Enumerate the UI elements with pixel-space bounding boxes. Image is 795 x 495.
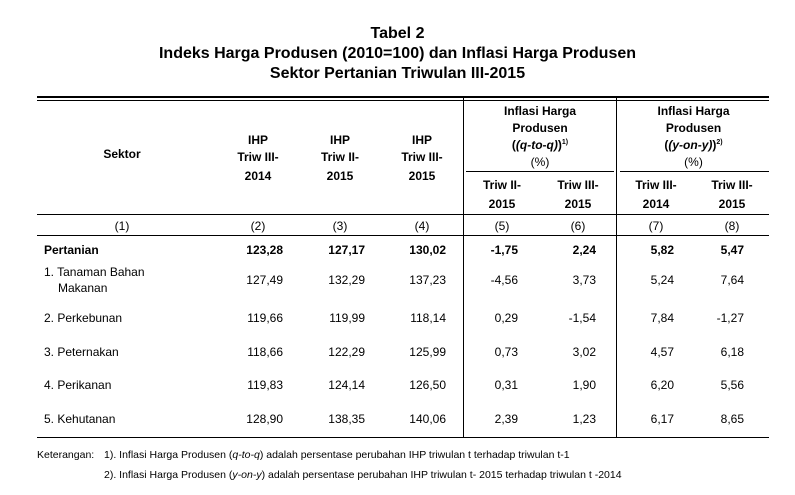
header-line: 2015 — [718, 197, 746, 211]
header-sektor: Sektor — [103, 147, 141, 161]
value-ihp-triw3-2015: 126,50 — [409, 378, 446, 392]
row-label: 1. Tanaman Bahan — [44, 265, 145, 279]
value-ihp-triw3-2014: 119,66 — [247, 311, 283, 325]
value-qtoq-triw2-2015: 2,39 — [494, 412, 518, 426]
qtoq-footnote-ref: 1) — [561, 139, 569, 146]
value-ihp-triw3-2015: 137,23 — [409, 273, 446, 287]
row-label: 5. Kehutanan — [44, 412, 116, 426]
header-line: Triw III- — [557, 178, 599, 192]
value-yony-triw3-2015: 5,47 — [720, 243, 744, 257]
yony-underline — [620, 171, 769, 172]
footnote-1-code: q-to-q — [232, 449, 260, 461]
value-qtoq-triw3-2015: 3,02 — [572, 345, 596, 359]
col-num: (5) — [494, 219, 510, 233]
value-ihp-triw3-2014: 128,90 — [246, 412, 283, 426]
value-ihp-triw2-2015: 119,99 — [329, 311, 365, 325]
footnote-2-code: y-on-y — [232, 469, 262, 481]
footnote-2-suffix: ) adalah persentase perubahan IHP triwulan t- 2015 terhadap triwulan t -2014 — [261, 469, 622, 481]
value-qtoq-triw2-2015: 0,73 — [494, 345, 518, 359]
top-rule-inner — [37, 100, 769, 101]
header-line: 2014 — [642, 197, 670, 211]
col-num: (1) — [114, 219, 130, 233]
header-line: Inflasi Harga — [657, 104, 730, 118]
yony-footnote-ref: 2) — [716, 139, 723, 146]
row-label-cont: Makanan — [58, 281, 108, 295]
value-qtoq-triw3-2015: 1,23 — [572, 412, 596, 426]
header-line: 2014 — [244, 169, 272, 183]
row-label: Pertanian — [44, 243, 99, 257]
qtoq-code: (q-to-q) — [515, 138, 558, 152]
value-ihp-triw3-2015: 118,14 — [410, 311, 446, 325]
col-num: (4) — [414, 219, 430, 233]
header-line: Triw III- — [401, 150, 443, 164]
footnote-1 — [104, 449, 570, 462]
table-subtitle: Sektor Pertanian Triwulan III-2015 — [269, 65, 526, 82]
value-yony-triw3-2014: 5,24 — [650, 273, 674, 287]
value-qtoq-triw2-2015: 0,29 — [494, 311, 518, 325]
value-yony-triw3-2015: 8,65 — [720, 412, 744, 426]
value-ihp-triw3-2015: 140,06 — [409, 412, 446, 426]
value-yony-triw3-2014: 7,84 — [650, 311, 674, 325]
value-yony-triw3-2014: 5,82 — [650, 243, 674, 257]
col-num: (2) — [250, 219, 266, 233]
header-line: Triw III- — [237, 150, 279, 164]
colnum-rule — [37, 235, 769, 236]
divider-qtoq-yony — [616, 98, 617, 438]
value-ihp-triw2-2015: 138,35 — [328, 412, 365, 426]
header-line: Triw III- — [711, 178, 753, 192]
value-ihp-triw3-2014: 118,66 — [247, 345, 283, 359]
qtoq-underline — [466, 171, 614, 172]
footnote-2 — [104, 469, 622, 482]
value-yony-triw3-2015: 5,56 — [720, 378, 744, 392]
header-rule — [37, 214, 769, 215]
col-num: (7) — [648, 219, 664, 233]
row-label: 2. Perkebunan — [44, 311, 123, 325]
value-qtoq-triw3-2015: -1,54 — [568, 311, 596, 325]
value-yony-triw3-2014: 6,20 — [650, 378, 674, 392]
value-qtoq-triw3-2015: 1,90 — [572, 378, 596, 392]
header-code-line: $((q-to-q))^{1)}$ — [511, 138, 569, 152]
row-label: 4. Perikanan — [44, 378, 112, 392]
value-ihp-triw2-2015: 132,29 — [328, 273, 365, 287]
footnote-1-suffix: ) adalah persentase perubahan IHP triwulan t terhadap triwulan t-1 — [259, 449, 570, 461]
header-line: 2015 — [488, 197, 516, 211]
value-ihp-triw3-2014: 123,28 — [246, 243, 283, 257]
value-yony-triw3-2014: 4,57 — [650, 345, 674, 359]
row-label: 3. Peternakan — [44, 345, 119, 359]
table-number: Tabel 2 — [370, 25, 425, 42]
header-line: Produsen — [665, 121, 722, 135]
col-num: (6) — [570, 219, 586, 233]
bottom-rule — [37, 437, 769, 438]
yony-code: (y-on-y) — [668, 138, 713, 152]
header-percent: (%) — [684, 155, 703, 169]
header-code-line: $((y-on-y))^{2)}$ — [664, 138, 723, 152]
footnote-1-prefix: 1). Inflasi Harga Produsen ( — [104, 449, 233, 461]
value-yony-triw3-2014: 6,17 — [650, 412, 674, 426]
header-line: 2015 — [408, 169, 436, 183]
header-line: Triw III- — [635, 178, 677, 192]
value-ihp-triw3-2015: 125,99 — [409, 345, 446, 359]
col-num: (8) — [724, 219, 740, 233]
header-line: Triw II- — [482, 178, 521, 192]
header-line: 2015 — [326, 169, 354, 183]
value-ihp-triw3-2015: 130,02 — [409, 243, 446, 257]
header-line: IHP — [247, 133, 268, 147]
header-line: IHP — [329, 133, 350, 147]
header-percent: (%) — [530, 155, 550, 169]
footnote-2-prefix: 2). Inflasi Harga Produsen ( — [104, 469, 233, 481]
header-line: IHP — [411, 133, 432, 147]
header-line: Inflasi Harga — [503, 104, 577, 118]
value-ihp-triw2-2015: 124,14 — [328, 378, 365, 392]
value-qtoq-triw2-2015: -1,75 — [490, 243, 518, 257]
value-ihp-triw2-2015: 122,29 — [328, 345, 365, 359]
value-yony-triw3-2015: 7,64 — [720, 273, 744, 287]
value-qtoq-triw2-2015: 0,31 — [494, 378, 518, 392]
value-yony-triw3-2015: -1,27 — [716, 311, 744, 325]
value-ihp-triw2-2015: 127,17 — [328, 243, 365, 257]
top-rule — [37, 96, 769, 98]
value-ihp-triw3-2014: 127,49 — [246, 273, 283, 287]
value-yony-triw3-2015: 6,18 — [720, 345, 744, 359]
header-line: Triw II- — [320, 150, 359, 164]
table-title: Indeks Harga Produsen (2010=100) dan Inflasi Harga Produsen — [158, 45, 637, 62]
value-ihp-triw3-2014: 119,83 — [247, 378, 283, 392]
header-line: 2015 — [564, 197, 592, 211]
value-qtoq-triw2-2015: -4,56 — [490, 273, 518, 287]
col-num: (3) — [332, 219, 348, 233]
value-qtoq-triw3-2015: 2,24 — [572, 243, 596, 257]
value-qtoq-triw3-2015: 3,73 — [572, 273, 596, 287]
header-line: Produsen — [512, 121, 568, 135]
notes-label: Keterangan: — [37, 449, 95, 461]
